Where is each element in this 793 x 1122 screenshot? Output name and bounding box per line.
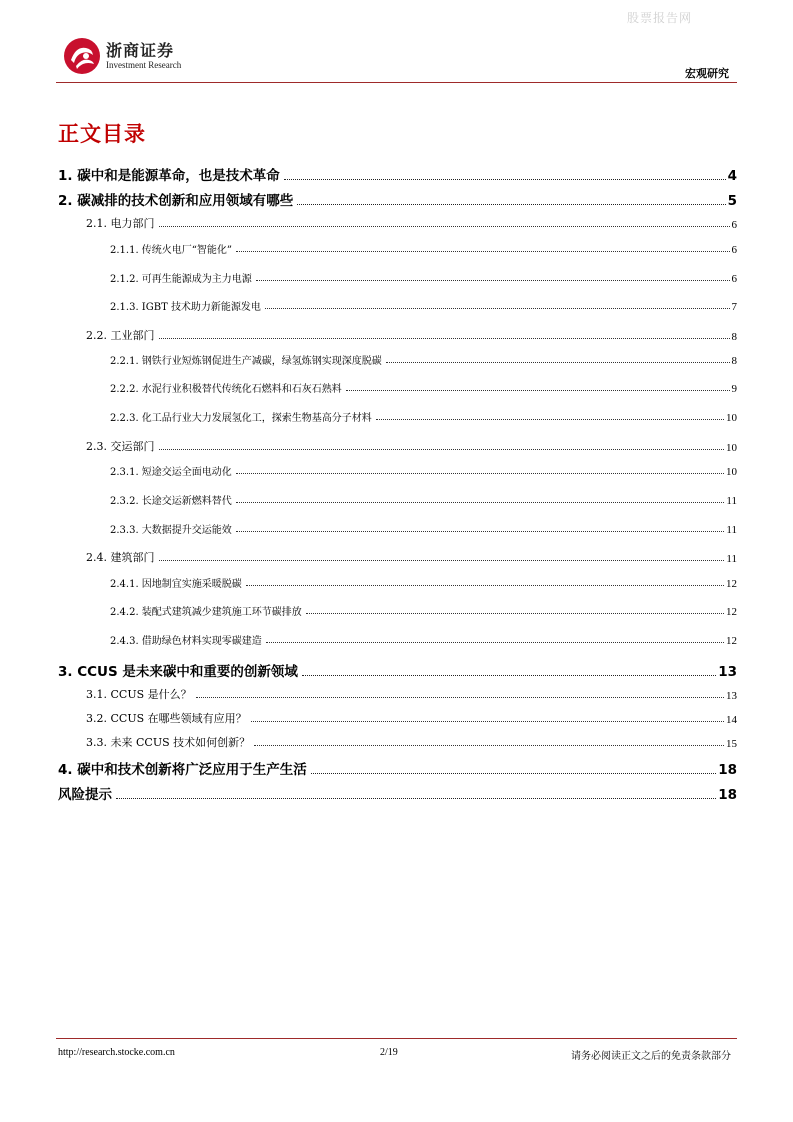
toc-entry-page: 6 xyxy=(731,273,737,285)
dot-leader xyxy=(265,308,730,309)
toc-title: 正文目录 xyxy=(58,122,146,146)
toc-entry-level3[interactable] xyxy=(110,575,737,590)
dot-leader xyxy=(159,338,730,339)
toc-entry-page: 8 xyxy=(731,331,737,343)
toc-entry-label: 风险提示 xyxy=(58,787,112,803)
toc-entry-page: 11 xyxy=(726,524,737,536)
dot-leader xyxy=(297,204,725,205)
dot-leader xyxy=(236,473,724,474)
toc-entry-label: 2.4.3. 借助绿色材料实现零碳建造 xyxy=(110,636,262,647)
toc-entry-label: 2.4. 建筑部门 xyxy=(86,551,155,564)
toc-entry-page: 5 xyxy=(727,193,737,209)
toc-entry-label: 2.2. 工业部门 xyxy=(86,329,155,342)
toc-entry-page: 13 xyxy=(718,664,737,680)
toc-entry-level2[interactable] xyxy=(86,734,737,750)
dot-leader xyxy=(386,362,730,363)
toc-entry-label: 1. 碳中和是能源革命，也是技术革命 xyxy=(58,168,280,184)
toc-entry-level3[interactable] xyxy=(110,603,737,618)
toc-entry-label: 3.1. CCUS 是什么？ xyxy=(86,688,192,701)
toc-entry-label: 3. CCUS 是未来碳中和重要的创新领域 xyxy=(58,664,298,680)
dot-leader xyxy=(159,560,725,561)
toc-entry-page: 6 xyxy=(731,219,737,231)
toc-entry-label: 2.2.1. 钢铁行业短炼钢促进生产减碳，绿氢炼钢实现深度脱碳 xyxy=(110,356,382,367)
toc-entry-level3[interactable] xyxy=(110,270,737,285)
toc-entry-page: 12 xyxy=(726,578,737,590)
company-logo xyxy=(62,36,182,76)
dot-leader xyxy=(376,419,724,420)
dot-leader xyxy=(236,251,729,252)
dot-leader xyxy=(236,531,725,532)
toc-entry-page: 13 xyxy=(726,690,737,702)
footer-page-number: 2/19 xyxy=(380,1047,398,1058)
toc-entry-page: 11 xyxy=(726,495,737,507)
toc-entry-label: 2.3.2. 长途交运新燃料替代 xyxy=(110,496,232,507)
dot-leader xyxy=(266,642,724,643)
toc-entry-level3[interactable] xyxy=(110,352,737,367)
toc-entry-label: 2.2.2. 水泥行业积极替代传统化石燃料和石灰石熟料 xyxy=(110,384,342,395)
toc-entry-label: 2.2.3. 化工品行业大力发展氢化工，探索生物基高分子材料 xyxy=(110,413,372,424)
dot-leader xyxy=(251,721,724,722)
toc-entry-page: 10 xyxy=(726,466,737,478)
toc-entry-page: 10 xyxy=(726,412,737,424)
toc-entry-page: 7 xyxy=(731,301,737,313)
toc-entry-label: 2. 碳减排的技术创新和应用领域有哪些 xyxy=(58,193,294,209)
toc-entry-page: 4 xyxy=(727,168,737,184)
toc-entry-page: 6 xyxy=(731,244,737,256)
toc-entry-level3[interactable] xyxy=(110,241,737,256)
footer-disclaimer: 请务必阅读正文之后的免责条款部分 xyxy=(571,1051,731,1062)
dot-leader xyxy=(256,280,730,281)
dot-leader xyxy=(311,773,716,774)
toc-entry-label: 2.3. 交运部门 xyxy=(86,440,155,453)
toc-entry-level3[interactable] xyxy=(110,492,737,507)
dot-leader xyxy=(246,585,724,586)
toc-entry-level2[interactable] xyxy=(86,710,737,726)
toc-entry-page: 11 xyxy=(726,553,737,565)
toc-entry-level3[interactable] xyxy=(110,521,737,536)
toc-entry-page: 14 xyxy=(726,714,737,726)
dot-leader xyxy=(346,390,730,391)
toc-entry-label: 2.3.1. 短途交运全面电动化 xyxy=(110,467,232,478)
toc-entry-page: 8 xyxy=(731,355,737,367)
toc-entry-level1[interactable] xyxy=(58,164,737,184)
toc-entry-page: 12 xyxy=(726,606,737,618)
dot-leader xyxy=(196,697,724,698)
toc-entry-level3[interactable] xyxy=(110,298,737,313)
toc-entry-level3[interactable] xyxy=(110,409,737,424)
toc-entry-level1[interactable] xyxy=(58,660,737,680)
toc-entry-level2[interactable] xyxy=(86,215,737,231)
toc-entry-label: 4. 碳中和技术创新将广泛应用于生产生活 xyxy=(58,762,307,778)
toc-entry-page: 18 xyxy=(718,762,737,778)
toc-entry-label: 2.4.2. 装配式建筑减少建筑施工环节碳排放 xyxy=(110,607,302,618)
dot-leader xyxy=(284,179,726,180)
toc-entry-page: 15 xyxy=(726,738,737,750)
toc-entry-label: 2.1. 电力部门 xyxy=(86,217,155,230)
toc-entry-level3[interactable] xyxy=(110,463,737,478)
footer-website-link[interactable]: http://research.stocke.com.cn xyxy=(58,1047,175,1058)
dot-leader xyxy=(236,502,725,503)
toc-entry-label: 2.1.3. IGBT 技术助力新能源发电 xyxy=(110,302,261,313)
dot-leader xyxy=(159,226,730,227)
toc-entry-level2[interactable] xyxy=(86,438,737,454)
report-category: 宏观研究 xyxy=(685,67,729,80)
toc-entry-label: 2.4.1. 因地制宜实施采暖脱碳 xyxy=(110,579,242,590)
toc-entry-page: 9 xyxy=(731,383,737,395)
toc-entry-level1[interactable] xyxy=(58,189,737,209)
toc-entry-level1[interactable] xyxy=(58,758,737,778)
toc-entry-label: 2.3.3. 大数据提升交运能效 xyxy=(110,525,232,536)
toc-entry-label: 3.2. CCUS 在哪些领域有应用？ xyxy=(86,712,247,725)
footer-divider xyxy=(56,1038,737,1039)
toc-entry-level3[interactable] xyxy=(110,632,737,647)
toc-entry-label: 3.3. 未来 CCUS 技术如何创新？ xyxy=(86,736,251,749)
toc-entry-page: 10 xyxy=(726,442,737,454)
logo-mark-icon xyxy=(62,36,102,76)
dot-leader xyxy=(306,613,724,614)
watermark-text: 股票报告网 xyxy=(627,11,693,25)
dot-leader xyxy=(116,798,716,799)
dot-leader xyxy=(302,675,716,676)
toc-entry-level1[interactable] xyxy=(58,783,737,803)
brand-name-en: Investment Research xyxy=(106,60,182,70)
toc-entry-page: 12 xyxy=(726,635,737,647)
toc-entry-level2[interactable] xyxy=(86,686,737,702)
toc-entry-level2[interactable] xyxy=(86,549,737,565)
toc-entry-label: 2.1.2. 可再生能源成为主力电源 xyxy=(110,274,252,285)
toc-entry-level2[interactable] xyxy=(86,327,737,343)
brand-name-cn: 浙商证券 xyxy=(106,41,175,60)
toc-entry-level3[interactable] xyxy=(110,380,737,395)
dot-leader xyxy=(254,745,724,746)
toc-entry-label: 2.1.1. 传统火电厂“智能化” xyxy=(110,245,233,256)
dot-leader xyxy=(159,449,725,450)
header-divider xyxy=(56,82,737,83)
toc-entry-page: 18 xyxy=(718,787,737,803)
